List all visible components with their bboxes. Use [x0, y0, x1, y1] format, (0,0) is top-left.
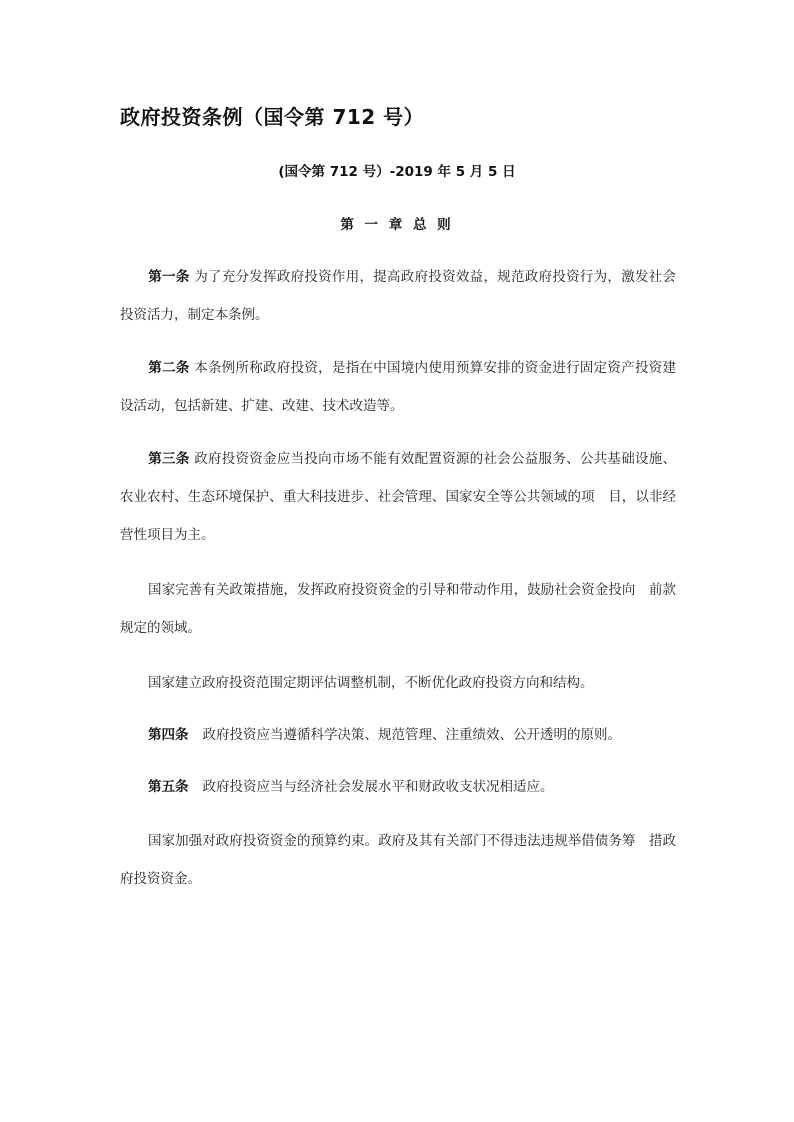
- article-text: 政府投资资金应当投向市场不能有效配置资源的社会公益服务、公共基础设施、农业农村、生态环境保护、重大科技进步、社会管理、国家安全等公共领域的项 目，以非经营性项目为主。: [120, 451, 677, 543]
- article-label: 第五条: [148, 779, 189, 795]
- document-subtitle: (国令第 712 号）-2019 年 5 月 5 日: [278, 164, 516, 180]
- article-text: 政府投资应当遵循科学决策、规范管理、注重绩效、公开透明的原则。: [202, 727, 621, 743]
- article-3: [120, 440, 676, 554]
- article-text: 为了充分发挥政府投资作用，提高政府投资效益，规范政府投资行为，激发社会投资活力，制定本条例。: [120, 269, 677, 323]
- article-label: 第三条: [148, 451, 190, 467]
- paragraph-text: 国家完善有关政策措施，发挥政府投资资金的引导和带动作用，鼓励社会资金投向 前款规定的领域。: [120, 582, 676, 636]
- article-text: 本条例所称政府投资，是指在中国境内使用预算安排的资金进行固定资产投资建设活动，包括新建、扩建、改建、技术改造等。: [120, 360, 677, 414]
- article-label: 第四条: [148, 727, 189, 743]
- article-text: 政府投资应当与经济社会发展水平和财政收支状况相适应。: [202, 779, 554, 795]
- article-label: 第一条: [148, 269, 190, 285]
- paragraph-text: 国家加强对政府投资资金的预算约束。政府及其有关部门不得违法违规举借债务筹 措政府投资资金。: [120, 833, 676, 887]
- paragraph-text: 国家建立政府投资范围定期评估调整机制，不断优化政府投资方向和结构。: [148, 675, 594, 691]
- article-2: [120, 349, 676, 425]
- article-5-para-2: [120, 822, 676, 898]
- article-1: [120, 258, 676, 334]
- document-title: 政府投资条例（国令第 712 号）: [120, 105, 425, 129]
- article-4: [120, 716, 676, 754]
- article-3-para-3: [120, 664, 676, 702]
- article-5: [120, 768, 676, 806]
- article-3-para-2: [120, 571, 676, 647]
- chapter-heading: 第 一 章 总 则: [340, 217, 454, 233]
- article-label: 第二条: [148, 360, 190, 376]
